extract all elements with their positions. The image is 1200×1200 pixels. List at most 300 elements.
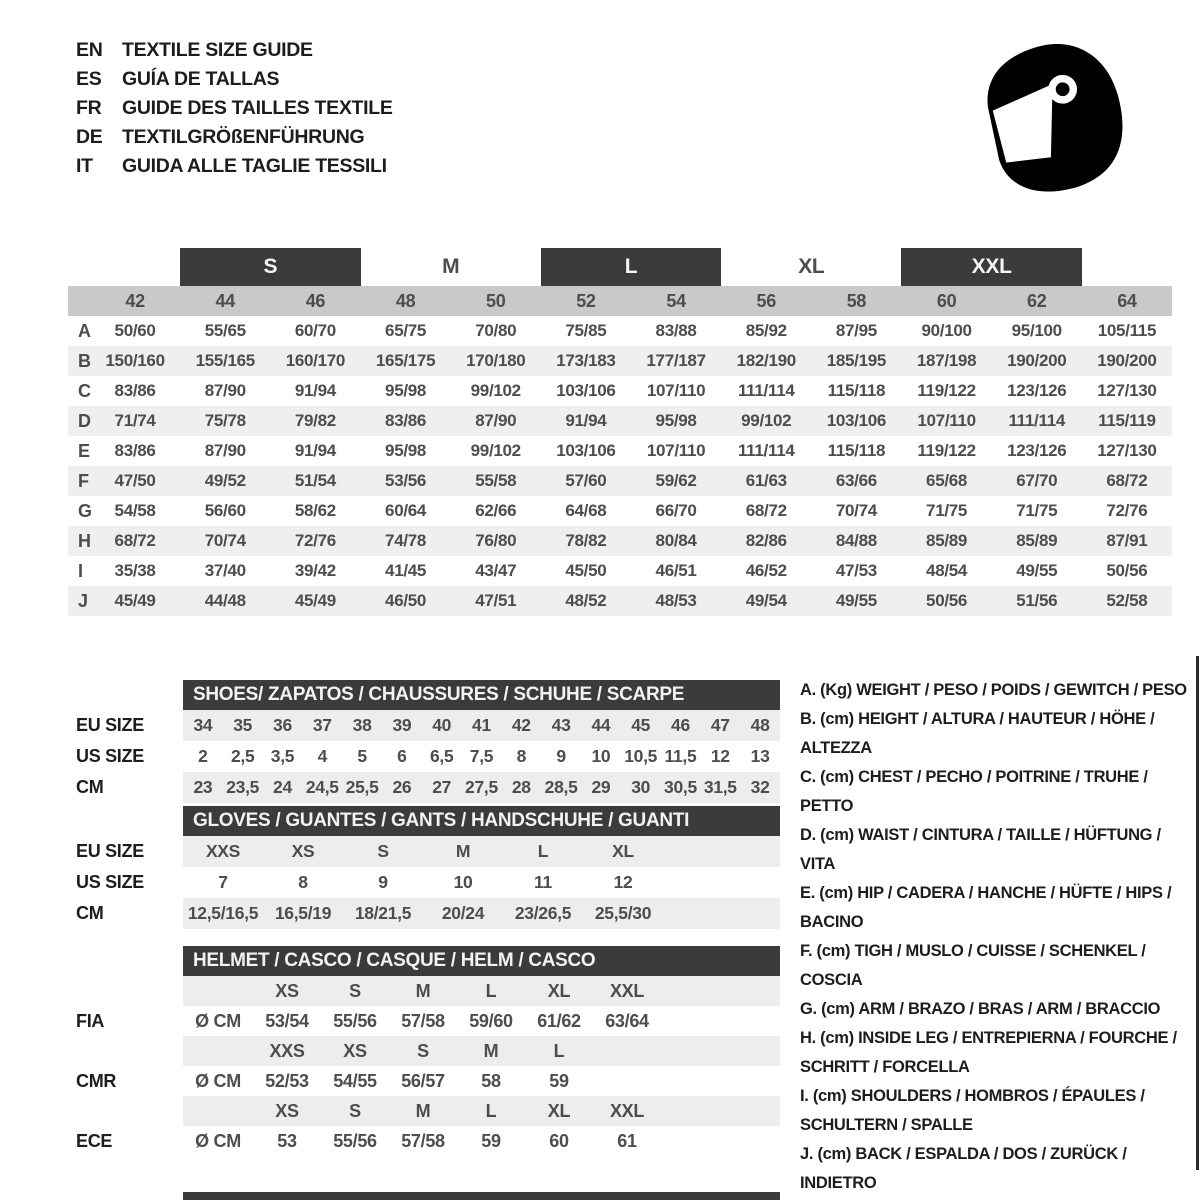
table-cell: 107/110 — [917, 411, 976, 430]
helmet-value: 61 — [617, 1130, 637, 1151]
table-cell: 55/65 — [204, 321, 246, 340]
value-cell: 30 — [631, 777, 651, 797]
table-row — [68, 376, 1172, 406]
value-cell: 40 — [432, 715, 452, 735]
table-cell: 105/115 — [1097, 321, 1157, 340]
helmet-size: M — [483, 1040, 499, 1061]
table-cell: 55/58 — [475, 471, 517, 490]
row-label: CM — [76, 777, 104, 797]
language-title: GUIDE DES TAILLES TEXTILE — [122, 97, 393, 119]
value-cell: L — [537, 841, 549, 861]
helmet-size-row — [183, 976, 780, 1006]
empty-cell — [183, 1036, 253, 1066]
table-cell: 79/82 — [294, 411, 336, 430]
scan-edge-line — [1196, 656, 1199, 1170]
helmet-value: 59 — [481, 1130, 501, 1151]
value-cell: 11 — [534, 872, 552, 892]
size-number: 46 — [305, 290, 326, 311]
table-cell: 99/102 — [741, 411, 792, 430]
table-cell: 37/40 — [204, 561, 246, 580]
table-cell: 115/118 — [827, 381, 886, 400]
helmet-value: 53 — [277, 1130, 297, 1151]
helmet-size: XS — [275, 1100, 299, 1121]
table-cell: 85/89 — [1016, 531, 1058, 550]
table-row — [68, 346, 1172, 376]
table-cell: 95/98 — [655, 411, 697, 430]
size-number: 44 — [215, 290, 235, 311]
table-cell: 185/195 — [826, 351, 887, 370]
table-cell: 46/52 — [745, 561, 787, 580]
gloves-row — [183, 836, 780, 867]
value-cell: 41 — [472, 715, 491, 735]
value-cell: 12,5/16,5 — [187, 903, 259, 923]
shoes-section-title: SHOES/ ZAPATOS / CHAUSSURES / SCHUHE / SCARPE — [183, 680, 780, 710]
helmet-value: 59 — [549, 1070, 569, 1091]
legend-item: H. (cm) INSIDE LEG / ENTREPIERNA / FOURCHE / SCHRITT / FORCELLA — [800, 1029, 1177, 1076]
value-cell: 27 — [432, 777, 452, 797]
value-cell: 2 — [198, 746, 208, 766]
value-cell: 16,5/19 — [274, 903, 332, 923]
table-cell: 107/110 — [646, 441, 706, 460]
helmet-value: 61/62 — [537, 1010, 581, 1031]
band-spacer — [68, 248, 90, 286]
helmet-value: 59/60 — [469, 1010, 513, 1031]
size-number: 42 — [125, 290, 145, 311]
value-cell: 10 — [453, 872, 473, 892]
table-cell: 65/75 — [385, 321, 427, 340]
value-cell: 4 — [317, 746, 327, 766]
table-cell: 160/170 — [285, 351, 346, 370]
corner-spacer — [68, 286, 90, 316]
table-cell: 170/180 — [466, 351, 526, 370]
helmet-size: L — [485, 1100, 497, 1121]
language-list — [76, 36, 393, 181]
table-cell: 76/80 — [475, 531, 517, 550]
helmet-icon-svg — [975, 28, 1135, 203]
table-cell: 123/126 — [1007, 441, 1067, 460]
value-cell: 23 — [193, 777, 213, 797]
size-number: 60 — [936, 290, 957, 311]
table-cell: 115/119 — [1098, 411, 1156, 430]
value-cell: 42 — [511, 715, 531, 735]
shoes-row — [183, 741, 780, 772]
language-code: FR — [76, 97, 102, 119]
table-cell: 57/60 — [565, 471, 607, 490]
table-cell: 60/64 — [385, 501, 427, 520]
table-cell: 95/98 — [385, 441, 427, 460]
row-key: G — [78, 500, 92, 521]
value-cell: 25,5 — [345, 777, 379, 797]
value-cell: 46 — [671, 715, 690, 735]
row-key: D — [78, 410, 91, 431]
empty-cell — [183, 976, 253, 1006]
value-cell: 43 — [551, 715, 571, 735]
table-cell: 48/53 — [655, 591, 697, 610]
legend-item: B. (cm) HEIGHT / ALTURA / HAUTEUR / HÖHE / ALTEZZA — [800, 710, 1155, 757]
table-cell: 45/49 — [294, 591, 336, 610]
row-label: US SIZE — [76, 872, 144, 892]
table-row — [68, 466, 1172, 496]
helmet-size-row — [183, 1096, 780, 1126]
table-cell: 67/70 — [1016, 471, 1058, 490]
table-cell: 85/92 — [745, 321, 787, 340]
row-label: EU SIZE — [76, 715, 144, 735]
size-number-row — [68, 286, 1172, 316]
legend-item: D. (cm) WAIST / CINTURA / TAILLE / HÜFTUNG / VITA — [800, 826, 1161, 873]
shoes-row-labels — [76, 710, 144, 803]
value-cell: 13 — [750, 746, 770, 766]
helmet-size: L — [485, 980, 497, 1001]
cutoff-section-bar — [183, 1192, 780, 1200]
main-size-table — [68, 248, 1172, 616]
helmet-value — [593, 1066, 661, 1096]
language-row — [76, 65, 393, 94]
helmet-size-row — [183, 1036, 780, 1066]
table-row — [68, 316, 1172, 346]
table-cell: 111/114 — [1008, 411, 1066, 430]
table-cell: 150/160 — [105, 351, 165, 370]
table-cell: 111/114 — [737, 381, 795, 400]
value-cell: S — [377, 841, 389, 861]
size-number: 48 — [395, 290, 416, 311]
table-cell: 90/100 — [921, 321, 972, 340]
helmet-size: XXL — [609, 1100, 645, 1121]
table-cell: 99/102 — [470, 381, 521, 400]
table-cell: 48/52 — [565, 591, 607, 610]
row-key: E — [78, 440, 90, 461]
table-cell: 190/200 — [1007, 351, 1067, 370]
table-cell: 91/94 — [565, 411, 607, 430]
value-cell: 20/24 — [441, 903, 485, 923]
language-row — [76, 152, 393, 181]
table-cell: 91/94 — [294, 441, 336, 460]
language-code: ES — [76, 68, 102, 90]
standard-label: ECE — [76, 1130, 113, 1151]
table-cell: 103/106 — [556, 441, 616, 460]
helmet-rows — [183, 976, 780, 1156]
table-cell: 87/90 — [204, 441, 246, 460]
value-cell: 7 — [218, 872, 228, 892]
value-cell: 38 — [352, 715, 372, 735]
table-cell: 41/45 — [385, 561, 427, 580]
standard-label: FIA — [76, 1010, 105, 1031]
helmet-size: XS — [275, 980, 299, 1001]
language-title: GUÍA DE TALLAS — [122, 68, 280, 90]
value-cell: 28 — [511, 777, 531, 797]
table-cell: 49/54 — [745, 591, 787, 610]
row-key: I — [78, 560, 83, 581]
table-cell: 123/126 — [1007, 381, 1067, 400]
table-cell: 84/88 — [835, 531, 877, 550]
table-cell: 47/53 — [835, 561, 877, 580]
helmet-value-row — [183, 1126, 780, 1156]
table-row — [68, 586, 1172, 616]
table-cell: 49/55 — [1016, 561, 1058, 580]
size-band: XXL — [901, 248, 1081, 286]
helmet-value: 57/58 — [401, 1010, 445, 1031]
table-cell: 63/66 — [835, 471, 877, 490]
legend-item: E. (cm) HIP / CADERA / HANCHE / HÜFTE / HIPS / BACINO — [800, 884, 1172, 931]
row-label: US SIZE — [76, 746, 144, 766]
value-cell: 26 — [392, 777, 412, 797]
value-cell: 3,5 — [270, 746, 295, 766]
table-cell: 48/54 — [926, 561, 968, 580]
table-cell: 83/86 — [114, 441, 156, 460]
table-cell: 56/60 — [204, 501, 246, 520]
table-cell: 119/122 — [917, 441, 976, 460]
table-cell: 50/56 — [926, 591, 968, 610]
language-title: TEXTILGRÖßENFÜHRUNG — [122, 126, 365, 148]
table-cell: 111/114 — [737, 441, 795, 460]
table-cell: 103/106 — [826, 411, 887, 430]
table-cell: 71/74 — [114, 411, 156, 430]
value-cell: 8 — [516, 746, 526, 766]
table-cell: 119/122 — [917, 381, 976, 400]
value-cell: 32 — [750, 777, 770, 797]
table-cell: 71/75 — [926, 501, 968, 520]
table-cell: 43/47 — [475, 561, 517, 580]
value-cell: XS — [291, 841, 315, 861]
legend-item: F. (cm) TIGH / MUSLO / CUISSE / SCHENKEL / COSCIA — [800, 942, 1146, 989]
helmet-size: XXL — [609, 980, 645, 1001]
value-cell: 9 — [378, 872, 388, 892]
value-cell: 18/21,5 — [354, 903, 412, 923]
helmet-value-row — [183, 1066, 780, 1096]
table-cell: 58/62 — [294, 501, 336, 520]
table-cell: 39/42 — [294, 561, 336, 580]
table-cell: 80/84 — [655, 531, 697, 550]
table-cell: 61/63 — [745, 471, 787, 490]
gloves-row-labels — [76, 836, 144, 929]
value-cell: 37 — [312, 715, 332, 735]
table-cell: 85/89 — [926, 531, 968, 550]
helmet-size: XL — [547, 1100, 571, 1121]
table-cell: 47/50 — [114, 471, 156, 490]
table-row — [68, 526, 1172, 556]
language-row — [76, 123, 393, 152]
table-cell: 50/56 — [1106, 561, 1148, 580]
size-number: 50 — [486, 290, 506, 311]
table-cell: 52/58 — [1106, 591, 1148, 610]
table-cell: 95/98 — [385, 381, 427, 400]
value-cell: 25,5/30 — [594, 903, 652, 923]
table-row — [68, 556, 1172, 586]
size-band: S — [180, 248, 360, 286]
value-cell: 12 — [710, 746, 730, 766]
table-cell: 59/62 — [655, 471, 697, 490]
size-band-row — [68, 248, 1172, 286]
table-cell: 165/175 — [375, 351, 436, 370]
table-cell: 46/51 — [655, 561, 697, 580]
value-cell: 6 — [397, 746, 407, 766]
value-cell: 9 — [556, 746, 566, 766]
value-cell: XL — [612, 841, 634, 861]
table-cell: 66/70 — [655, 501, 697, 520]
value-cell: 29 — [591, 777, 611, 797]
value-cell: 7,5 — [469, 746, 494, 766]
value-cell: 27,5 — [465, 777, 498, 797]
table-cell: 155/165 — [195, 351, 255, 370]
language-row — [76, 36, 393, 65]
size-number: 58 — [846, 290, 867, 311]
helmet-value: 55/56 — [333, 1130, 377, 1151]
helmet-size: M — [415, 980, 431, 1001]
table-cell: 75/85 — [565, 321, 607, 340]
table-cell: 45/49 — [114, 591, 156, 610]
value-cell: 23,5 — [226, 777, 260, 797]
row-key: A — [78, 320, 91, 341]
value-cell: 30,5 — [664, 777, 697, 797]
diameter-label: Ø CM — [195, 1070, 241, 1091]
row-label: EU SIZE — [76, 841, 144, 861]
helmet-value: 58 — [481, 1070, 501, 1091]
empty-cell — [183, 1096, 253, 1126]
table-cell: 74/78 — [385, 531, 427, 550]
table-cell: 83/86 — [114, 381, 156, 400]
shoes-rows — [183, 710, 780, 803]
gloves-row — [183, 867, 780, 898]
table-cell: 173/183 — [556, 351, 616, 370]
table-cell: 177/187 — [646, 351, 706, 370]
language-title: TEXTILE SIZE GUIDE — [122, 39, 313, 61]
value-cell: 45 — [631, 715, 651, 735]
measure-rows — [68, 316, 1172, 616]
table-cell: 45/50 — [565, 561, 607, 580]
helmet-value: 52/53 — [265, 1070, 309, 1091]
table-cell: 83/86 — [385, 411, 427, 430]
table-cell: 35/38 — [114, 561, 156, 580]
table-cell: 82/86 — [745, 531, 787, 550]
value-cell: 39 — [392, 715, 412, 735]
helmet-value: 55/56 — [333, 1010, 377, 1031]
table-cell: 68/72 — [1106, 471, 1148, 490]
table-cell: 107/110 — [646, 381, 706, 400]
table-cell: 68/72 — [745, 501, 787, 520]
table-row — [68, 406, 1172, 436]
value-cell: 31,5 — [703, 777, 737, 797]
table-cell: 115/118 — [827, 441, 886, 460]
table-cell: 87/95 — [835, 321, 877, 340]
value-cell: XXS — [205, 841, 241, 861]
value-cell: 23/26,5 — [514, 903, 572, 923]
value-cell: 34 — [193, 715, 213, 735]
table-cell: 83/88 — [655, 321, 697, 340]
legend-list — [800, 676, 1198, 1198]
table-cell: 49/52 — [204, 471, 246, 490]
gloves-section-title: GLOVES / GUANTES / GANTS / HANDSCHUHE / GUANTI — [183, 806, 780, 836]
table-cell: 127/130 — [1097, 381, 1157, 400]
diameter-label: Ø CM — [195, 1010, 241, 1031]
table-cell: 51/54 — [294, 471, 336, 490]
value-cell: 6,5 — [429, 746, 454, 766]
size-band: L — [541, 248, 721, 286]
table-cell: 54/58 — [114, 501, 156, 520]
table-cell: 71/75 — [1016, 501, 1058, 520]
size-number: 64 — [1117, 290, 1137, 311]
table-cell: 47/51 — [475, 591, 517, 610]
value-cell: 35 — [233, 715, 253, 735]
size-number: 52 — [576, 290, 596, 311]
value-cell: 48 — [750, 715, 770, 735]
row-key: J — [78, 590, 88, 611]
helmet-size: XS — [343, 1040, 367, 1061]
value-cell: 47 — [710, 715, 730, 735]
table-cell: 50/60 — [114, 321, 156, 340]
table-cell: 44/48 — [204, 591, 246, 610]
table-cell: 51/56 — [1016, 591, 1058, 610]
value-cell: 8 — [298, 872, 308, 892]
language-row — [76, 94, 393, 123]
table-cell: 60/70 — [294, 321, 336, 340]
helmet-size: S — [349, 1100, 361, 1121]
value-cell: 24,5 — [305, 777, 339, 797]
table-cell: 70/74 — [204, 531, 246, 550]
row-label: CM — [76, 903, 104, 923]
legend-item: J. (cm) BACK / ESPALDA / DOS / ZURÜCK / INDIETRO — [800, 1145, 1127, 1192]
helmet-value: 56/57 — [401, 1070, 445, 1091]
table-row — [68, 436, 1172, 466]
table-cell: 49/55 — [835, 591, 877, 610]
table-cell: 53/56 — [385, 471, 427, 490]
language-code: DE — [76, 126, 103, 148]
shoes-row — [183, 772, 780, 803]
helmet-size — [593, 1036, 661, 1066]
table-cell: 190/200 — [1097, 351, 1157, 370]
table-cell: 75/78 — [204, 411, 246, 430]
table-cell: 187/198 — [916, 351, 977, 370]
table-cell: 91/94 — [294, 381, 336, 400]
row-key: H — [78, 530, 91, 551]
table-cell: 182/190 — [736, 351, 796, 370]
helmet-size: S — [417, 1040, 429, 1061]
gloves-row — [183, 898, 780, 929]
row-key: B — [78, 350, 91, 371]
legend-item: A. (Kg) WEIGHT / PESO / POIDS / GEWITCH / PESO — [800, 681, 1187, 699]
helmet-value: 57/58 — [401, 1130, 445, 1151]
table-cell: 64/68 — [565, 501, 607, 520]
helmet-size: L — [553, 1040, 565, 1061]
table-cell: 70/80 — [475, 321, 517, 340]
diameter-label: Ø CM — [195, 1130, 241, 1151]
legend-item: I. (cm) SHOULDERS / HOMBROS / ÉPAULES / SCHULTERN / SPALLE — [800, 1087, 1145, 1134]
table-cell: 46/50 — [385, 591, 427, 610]
table-cell: 99/102 — [470, 441, 521, 460]
value-cell: 28,5 — [544, 777, 578, 797]
helmet-value: 53/54 — [265, 1010, 309, 1031]
shoes-row — [183, 710, 780, 741]
table-cell: 78/82 — [565, 531, 607, 550]
value-cell: 36 — [273, 715, 292, 735]
size-band: XL — [798, 255, 825, 278]
value-cell: 24 — [273, 777, 292, 797]
row-key: F — [78, 470, 89, 491]
value-cell: 5 — [357, 746, 367, 766]
value-cell: 10,5 — [624, 746, 658, 766]
language-title: GUIDA ALLE TAGLIE TESSILI — [122, 155, 387, 177]
table-cell: 72/76 — [294, 531, 336, 550]
size-band: M — [442, 255, 460, 278]
language-code: EN — [76, 39, 103, 61]
table-cell: 70/74 — [835, 501, 877, 520]
value-cell: 12 — [613, 872, 633, 892]
legend-item: C. (cm) CHEST / PECHO / POITRINE / TRUHE / PETTO — [800, 768, 1148, 815]
helmet-value: 54/55 — [333, 1070, 377, 1091]
helmet-section-title: HELMET / CASCO / CASQUE / HELM / CASCO — [183, 946, 780, 976]
helmet-size: XXS — [269, 1040, 305, 1061]
row-key: C — [78, 380, 91, 401]
table-cell: 72/76 — [1106, 501, 1148, 520]
value-cell: M — [455, 841, 471, 861]
